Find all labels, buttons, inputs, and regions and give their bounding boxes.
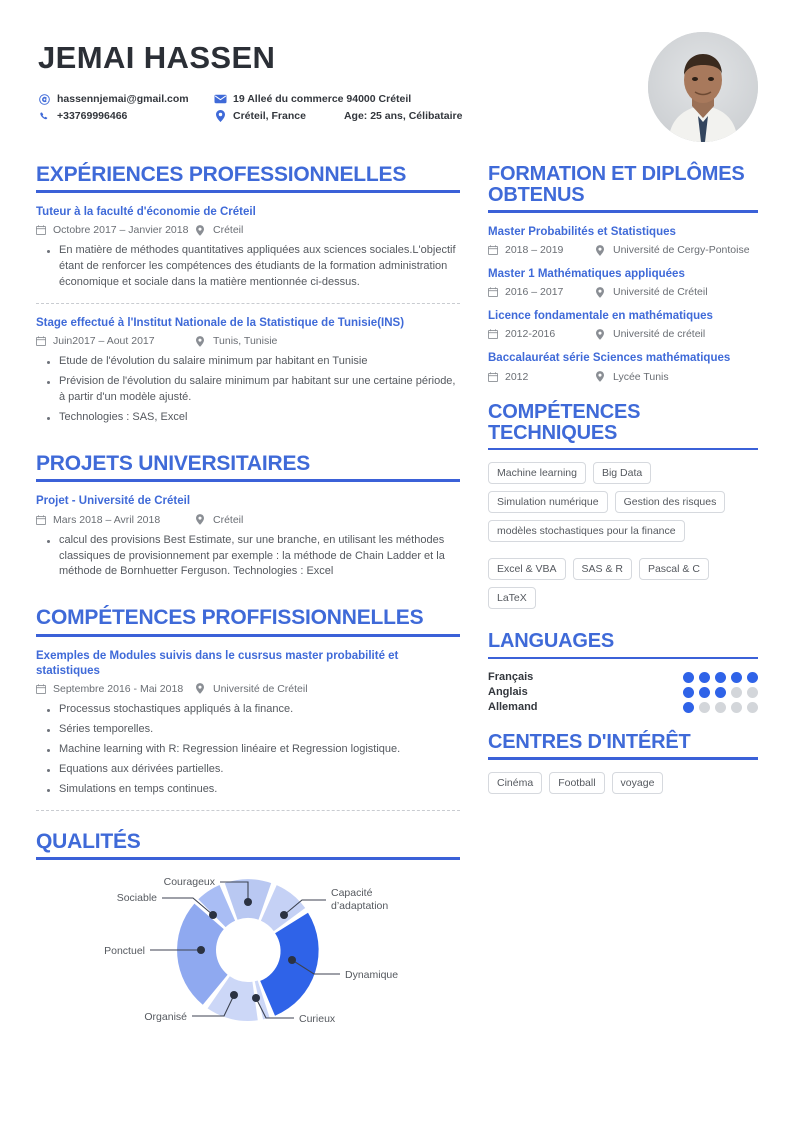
date-field [36, 683, 196, 695]
list-item: Technologies : SAS, Excel [46, 410, 460, 426]
date-field [488, 244, 596, 256]
left-column [36, 164, 460, 1042]
tag-gestion-des-risques[interactable]: Gestion des risques [615, 491, 726, 513]
location-text: Tunis, Tunisie [213, 335, 278, 348]
education-entry-4 [488, 351, 758, 382]
rating-dot [699, 687, 710, 698]
location-field [596, 286, 708, 298]
location-field [596, 371, 669, 383]
calendar-icon [36, 515, 47, 525]
callout-dot [197, 946, 205, 954]
pin-icon [596, 245, 607, 256]
divider-skills-pro [36, 634, 460, 637]
chart-label-curieux: Curieux [299, 1012, 336, 1025]
education-entry-2-title: Master 1 Mathématiques appliquées [488, 268, 685, 281]
page-title: JEMAI HASSEN [38, 40, 276, 75]
project-entry-1-title: Projet - Université de Créteil [36, 495, 191, 508]
experience-entry-1-title: Tuteur à la faculté d'économie de Créteil [36, 206, 256, 219]
chart-label-courageux: Courageux [163, 875, 215, 888]
rating-dot [715, 702, 726, 713]
experience-entry-1-meta [36, 224, 460, 236]
divider-tech-skills [488, 448, 758, 451]
contact-email[interactable] [38, 93, 214, 105]
rating-dot [747, 702, 758, 713]
tag-modeles-stochastiques[interactable]: modèles stochastiques pour la finance [488, 520, 685, 542]
pin-icon [596, 287, 607, 298]
calendar-icon [36, 336, 47, 346]
calendar-icon [36, 225, 47, 235]
experience-entry-2-bullets [46, 354, 460, 426]
callout-dot [230, 991, 238, 999]
language-row-francais [488, 671, 758, 683]
rating-dot [731, 672, 742, 683]
tag-excel-vba[interactable]: Excel & VBA [488, 558, 566, 580]
rating-dot [747, 687, 758, 698]
language-rating [683, 687, 758, 698]
location-field [596, 244, 750, 256]
education-entry-2-meta [488, 286, 758, 298]
callout-dot [209, 911, 217, 919]
location-text: Université de Créteil [213, 682, 308, 695]
section-title-tech-skills: COMPÉTENCES TECHNIQUES [488, 400, 641, 444]
experience-entry-1-bullets [46, 243, 460, 291]
tech-skills-tags-group-one [488, 462, 758, 542]
calendar-icon [488, 245, 499, 255]
list-item: calcul des provisions Best Estimate, sur une branche, en utilisant les méthodes classiques de provisionnement par exemple : la méthode de Chain Ladder et la méthode de Bornhuetter Ferguson. Technologies : Excel [46, 533, 460, 581]
education-entry-2 [488, 267, 758, 298]
rating-dot [683, 672, 694, 683]
divider-interests [488, 757, 758, 760]
tag-sas-r[interactable]: SAS & R [573, 558, 632, 580]
contact-age-text: Age: 25 ans, Célibataire [343, 110, 463, 122]
language-name: Allemand [488, 701, 538, 714]
location-text: Université de Cergy-Pontoise [613, 244, 750, 257]
divider-projects [36, 479, 460, 482]
date-text: Juin2017 – Aout 2017 [53, 335, 155, 348]
location-field [196, 224, 243, 236]
skills-pro-entry-1 [36, 649, 460, 798]
experience-entry-2 [36, 316, 460, 426]
divider-education [488, 210, 758, 213]
pin-icon [196, 336, 207, 347]
list-item: Simulations en temps continues. [46, 782, 460, 798]
calendar-icon [488, 372, 499, 382]
tag-voyage[interactable]: voyage [612, 772, 664, 794]
language-name: Français [488, 671, 534, 684]
location-text: Lycée Tunis [613, 370, 669, 383]
chart-label-dynamique: Dynamique [345, 968, 399, 981]
contact-email-text: hassennjemai@gmail.com [57, 93, 189, 105]
tag-cinema[interactable]: Cinéma [488, 772, 542, 794]
rating-dot [715, 687, 726, 698]
donut-slice-dynamique [260, 913, 318, 1016]
list-item: Etude de l'évolution du salaire minimum par habitant en Tunisie [46, 354, 460, 370]
rating-dot [699, 672, 710, 683]
header [0, 0, 794, 150]
education-entry-4-title: Baccalauréat série Sciences mathématiques [488, 352, 731, 365]
section-title-experience: EXPÉRIENCES PROFESSIONNELLES [36, 163, 407, 186]
divider-qualities [36, 857, 460, 860]
list-item: Séries temporelles. [46, 722, 460, 738]
education-entry-1-title: Master Probabilités et Statistiques [488, 225, 676, 238]
date-field [488, 371, 596, 383]
section-title-skills-pro: COMPÉTENCES PROFFISSIONNELLES [36, 606, 424, 630]
calendar-icon [488, 287, 499, 297]
education-entry-1-meta [488, 244, 758, 256]
date-text: Mars 2018 – Avril 2018 [53, 513, 161, 526]
callout-dot [244, 898, 252, 906]
chart-label-capacite-line1: Capacité [331, 886, 373, 899]
section-title-education: FORMATION ET DIPLÔMES OBTENUS [488, 163, 745, 207]
rating-dot [683, 687, 694, 698]
section-title-qualities: QUALITÉS [36, 829, 141, 853]
contact-phone-text: +33769996466 [57, 110, 128, 122]
qualities-donut-chart [36, 872, 460, 1042]
calendar-icon [488, 329, 499, 339]
chart-label-ponctuel: Ponctuel [104, 944, 145, 957]
date-text: 2012 [505, 370, 529, 383]
date-text: 2012-2016 [505, 328, 556, 341]
tag-latex[interactable]: LaTeX [488, 587, 536, 609]
rating-dot [715, 672, 726, 683]
experience-entry-1 [36, 205, 460, 291]
language-name: Anglais [488, 686, 528, 699]
tag-simulation-numerique[interactable]: Simulation numérique [488, 491, 608, 513]
tag-football[interactable]: Football [549, 772, 604, 794]
date-text: Octobre 2017 – Janvier 2018 [53, 224, 189, 237]
right-column [488, 164, 758, 1042]
pin-icon [196, 683, 207, 694]
language-row-anglais [488, 686, 758, 698]
date-field [36, 224, 196, 236]
location-text: Université de créteil [613, 328, 706, 341]
tech-skills-tags-group-two [488, 558, 758, 609]
rating-dot [731, 702, 742, 713]
date-field [488, 328, 596, 340]
list-item: Equations aux dérivées partielles. [46, 762, 460, 778]
skills-pro-entry-1-title: Exemples de Modules suivis dans le cusrsus master probabilité et statistiques [36, 649, 399, 677]
list-item: Processus stochastiques appliqués à la finance. [46, 702, 460, 718]
chart-label-capacite-line2: d’adaptation [331, 899, 389, 912]
calendar-icon [36, 684, 47, 694]
callout-dot [288, 956, 296, 964]
pin-icon [596, 329, 607, 340]
rating-dot [699, 702, 710, 713]
chart-label-sociable: Sociable [116, 891, 157, 904]
education-entry-3-meta [488, 328, 758, 340]
divider-dashed [36, 810, 460, 811]
experience-entry-2-meta [36, 335, 460, 347]
list-item: En matière de méthodes quantitatives appliquées aux sciences sociales.L'objectif étant de renforcer les compétences des étudiants de la formation administration économique et sociale dans la matière mentionnée ci-dessus. [46, 243, 460, 291]
language-rating [683, 672, 758, 683]
avatar-portrait [648, 32, 758, 142]
contact-address-text: 19 Alleé du commerce 94000 Créteil [233, 93, 412, 105]
date-text: Septembre 2016 - Mai 2018 [53, 682, 184, 695]
project-entry-1-bullets [46, 533, 460, 581]
pin-icon [196, 514, 207, 525]
pin-icon [214, 110, 227, 122]
divider-experience [36, 190, 460, 193]
location-text: Université de Créteil [613, 286, 708, 299]
list-item: Machine learning with R: Regression linéaire et Regression logistique. [46, 742, 460, 758]
section-title-interests: CENTRES D'INTÉRÊT [488, 731, 691, 754]
date-field [36, 335, 196, 347]
rating-dot [731, 687, 742, 698]
chart-label-organise: Organisé [144, 1010, 187, 1023]
rating-dot [747, 672, 758, 683]
contact-phone[interactable] [38, 110, 214, 122]
list-item: Prévision de l'évolution du salaire minimum par habitant sur une certaine période, à partir d'un modèle ajusté. [46, 374, 460, 406]
contact-city-text: Créteil, France [233, 110, 306, 122]
location-text: Créteil [213, 513, 244, 526]
location-field [196, 683, 308, 695]
pin-icon [196, 225, 207, 236]
tag-pascal-c[interactable]: Pascal & C [639, 558, 709, 580]
divider-dashed [36, 303, 460, 304]
date-field [488, 286, 596, 298]
location-field [196, 335, 277, 347]
date-field [36, 514, 196, 526]
language-rating [683, 702, 758, 713]
skills-pro-entry-1-bullets [46, 702, 460, 798]
project-entry-1 [36, 494, 460, 580]
content-columns [0, 150, 794, 1042]
divider-languages [488, 657, 758, 660]
date-text: 2018 – 2019 [505, 244, 564, 257]
avatar [648, 32, 758, 142]
tag-big-data[interactable]: Big Data [593, 462, 651, 484]
skills-pro-entry-1-meta [36, 683, 460, 695]
education-entry-1 [488, 225, 758, 256]
location-field [596, 328, 705, 340]
education-entry-4-meta [488, 371, 758, 383]
education-entry-3-title: Licence fondamentale en mathématiques [488, 310, 713, 323]
project-entry-1-meta [36, 514, 460, 526]
location-text: Créteil [213, 224, 244, 237]
education-entry-3 [488, 309, 758, 340]
rating-dot [683, 702, 694, 713]
experience-entry-2-title: Stage effectué à l'Institut Nationale de la Statistique de Tunisie(INS) [36, 317, 405, 330]
tag-machine-learning[interactable]: Machine learning [488, 462, 586, 484]
email-icon [38, 94, 51, 105]
date-text: 2016 – 2017 [505, 286, 564, 299]
callout-dot [252, 994, 260, 1002]
language-row-allemand [488, 701, 758, 713]
pin-icon [596, 371, 607, 382]
callout-dot [280, 911, 288, 919]
interests-tags [488, 772, 758, 794]
section-title-projects: PROJETS UNIVERSITAIRES [36, 452, 311, 476]
section-title-languages: LANGUAGES [488, 630, 614, 653]
languages-list [488, 671, 758, 713]
location-field [196, 514, 243, 526]
envelope-icon [214, 94, 227, 104]
phone-icon [38, 111, 51, 122]
